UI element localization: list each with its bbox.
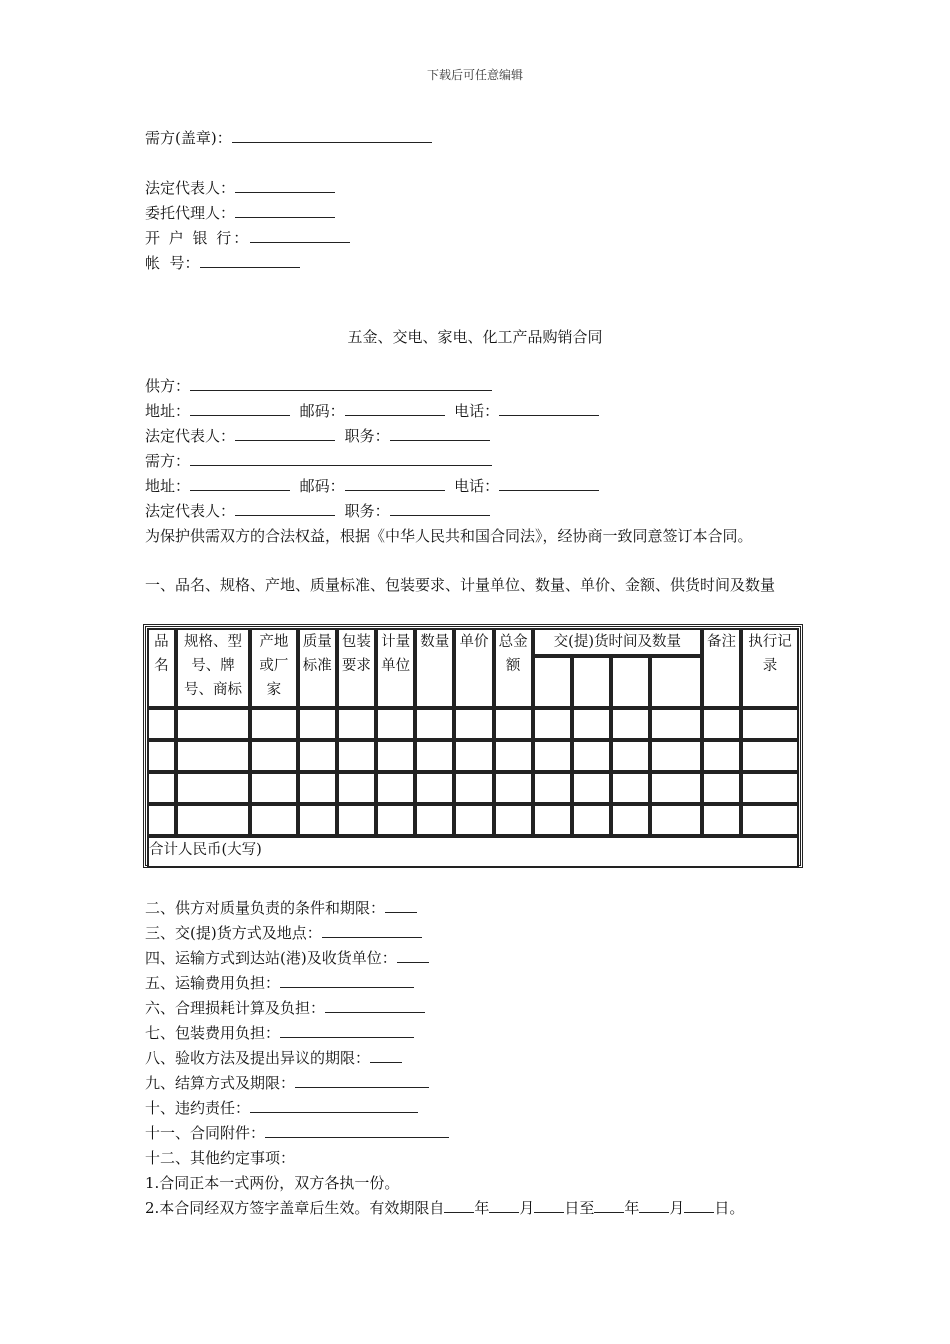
legal-rep-field[interactable] bbox=[235, 178, 335, 193]
buyer-label: 需方： bbox=[145, 452, 191, 470]
table-row bbox=[148, 805, 798, 835]
clause-label: 十一、合同附件： bbox=[145, 1124, 266, 1142]
table-cell[interactable] bbox=[742, 773, 798, 803]
clause-field[interactable] bbox=[295, 1073, 429, 1088]
col-header-delivery: 交(提)货时间及数量 bbox=[534, 629, 701, 655]
postcode-label: 邮码： bbox=[299, 402, 345, 420]
clause-field[interactable] bbox=[397, 948, 429, 963]
bank-label: 开 户 银 行： bbox=[145, 229, 251, 247]
table-cell[interactable] bbox=[534, 709, 571, 739]
delivery-subcell[interactable] bbox=[651, 657, 701, 707]
table-cell[interactable] bbox=[299, 741, 336, 771]
supplier-label: 供方： bbox=[145, 377, 191, 395]
year-label: 年 bbox=[624, 1199, 640, 1217]
col-header-packaging: 包装要求 bbox=[338, 629, 375, 707]
legal-rep-line bbox=[145, 178, 335, 198]
table-cell[interactable] bbox=[338, 741, 375, 771]
table-cell[interactable] bbox=[251, 805, 296, 835]
clause-label: 三、交(提)货方式及地点： bbox=[145, 924, 322, 942]
account-field[interactable] bbox=[200, 253, 300, 268]
table-cell[interactable] bbox=[742, 709, 798, 739]
clause-6 bbox=[145, 998, 425, 1018]
col-header-price: 单价 bbox=[455, 629, 492, 707]
agent-label: 委托代理人： bbox=[145, 204, 236, 222]
clause-8 bbox=[145, 1048, 402, 1068]
col-header-name: 品名 bbox=[148, 629, 175, 707]
legal-rep-label: 法定代表人： bbox=[145, 427, 236, 445]
table-cell[interactable] bbox=[338, 805, 375, 835]
table-cell[interactable] bbox=[338, 773, 375, 803]
clause-field[interactable] bbox=[322, 923, 422, 938]
agent-field[interactable] bbox=[235, 203, 335, 218]
table-cell[interactable] bbox=[148, 773, 175, 803]
clause-label: 六、合理损耗计算及负担： bbox=[145, 999, 326, 1017]
table-cell[interactable] bbox=[148, 805, 175, 835]
table-cell[interactable] bbox=[177, 773, 249, 803]
delivery-subcell[interactable] bbox=[534, 657, 571, 707]
clause-label: 二、供方对质量负责的条件和期限： bbox=[145, 899, 386, 917]
col-header-origin: 产地或厂家 bbox=[251, 629, 296, 707]
table-cell[interactable] bbox=[573, 773, 610, 803]
table-cell[interactable] bbox=[299, 773, 336, 803]
end-day-field[interactable] bbox=[684, 1198, 714, 1213]
total-label[interactable]: 合计人民币(大写) bbox=[148, 837, 798, 867]
clause-label: 九、结算方式及期限： bbox=[145, 1074, 296, 1092]
day-to-label: 日至 bbox=[564, 1199, 595, 1217]
table-cell[interactable] bbox=[534, 805, 571, 835]
table-cell[interactable] bbox=[455, 805, 492, 835]
col-header-record: 执行记录 bbox=[742, 629, 798, 707]
clause-11 bbox=[145, 1123, 449, 1143]
clause-field[interactable] bbox=[325, 998, 425, 1013]
table-cell[interactable] bbox=[148, 741, 175, 771]
table-cell[interactable] bbox=[377, 805, 414, 835]
table-cell[interactable] bbox=[495, 805, 532, 835]
table-cell[interactable] bbox=[416, 709, 453, 739]
phone-label: 电话： bbox=[454, 477, 500, 495]
account-label: 帐 号： bbox=[145, 254, 200, 272]
buyer-seal-label: 需方(盖章)： bbox=[145, 129, 232, 147]
table-cell[interactable] bbox=[377, 709, 414, 739]
clause-field[interactable] bbox=[265, 1123, 449, 1138]
delivery-subcell[interactable] bbox=[612, 657, 649, 707]
account-line bbox=[145, 253, 300, 273]
table-cell[interactable] bbox=[299, 805, 336, 835]
end-year-field[interactable] bbox=[594, 1198, 624, 1213]
bank-line bbox=[145, 228, 350, 248]
table-cell[interactable] bbox=[573, 709, 610, 739]
table-cell[interactable] bbox=[416, 805, 453, 835]
table-cell[interactable] bbox=[148, 709, 175, 739]
table-cell[interactable] bbox=[495, 741, 532, 771]
agent-line bbox=[145, 203, 335, 223]
end-month-field[interactable] bbox=[639, 1198, 669, 1213]
supplier-rep-line bbox=[145, 426, 490, 446]
clause-2 bbox=[145, 898, 417, 918]
preamble: 为保护供需双方的合法权益，根据《中华人民共和国合同法》，经协商一致同意签订本合同。 bbox=[145, 527, 753, 545]
table-cell[interactable] bbox=[177, 805, 249, 835]
clause-label: 十二、其他约定事项： bbox=[145, 1149, 296, 1167]
table-cell[interactable] bbox=[703, 773, 740, 803]
address-label: 地址： bbox=[145, 402, 191, 420]
other-term-2 bbox=[145, 1198, 744, 1218]
postcode-field[interactable] bbox=[345, 476, 445, 491]
table-cell[interactable] bbox=[455, 773, 492, 803]
table-cell[interactable] bbox=[495, 773, 532, 803]
table-cell[interactable] bbox=[416, 741, 453, 771]
clause-field[interactable] bbox=[280, 973, 414, 988]
delivery-subcell[interactable] bbox=[573, 657, 610, 707]
table-cell[interactable] bbox=[651, 773, 701, 803]
table-cell[interactable] bbox=[612, 709, 649, 739]
clause-field[interactable] bbox=[370, 1048, 402, 1063]
table-cell[interactable] bbox=[573, 741, 610, 771]
clause-label: 十、违约责任： bbox=[145, 1099, 251, 1117]
legal-rep-label: 法定代表人： bbox=[145, 179, 236, 197]
address-label: 地址： bbox=[145, 477, 191, 495]
year-label: 年 bbox=[474, 1199, 490, 1217]
bank-field[interactable] bbox=[250, 228, 350, 243]
supplier-field[interactable] bbox=[190, 376, 492, 391]
header-note: 下载后可任意编辑 bbox=[426, 68, 523, 82]
start-year-field[interactable] bbox=[444, 1198, 474, 1213]
clause-12 bbox=[145, 1148, 295, 1168]
table-cell[interactable] bbox=[377, 773, 414, 803]
clause-10 bbox=[145, 1098, 418, 1118]
buyer-rep-line bbox=[145, 501, 490, 521]
position-label: 职务： bbox=[344, 427, 390, 445]
table-row bbox=[148, 773, 798, 803]
table-cell[interactable] bbox=[416, 773, 453, 803]
table-cell[interactable] bbox=[703, 709, 740, 739]
buyer-seal-line bbox=[145, 128, 432, 148]
phone-field[interactable] bbox=[499, 401, 599, 416]
col-header-spec: 规格、型号、牌号、商标 bbox=[177, 629, 249, 707]
buyer-field[interactable] bbox=[190, 451, 492, 466]
table-cell[interactable] bbox=[703, 741, 740, 771]
table-cell[interactable] bbox=[299, 709, 336, 739]
clause-7 bbox=[145, 1023, 414, 1043]
table-cell[interactable] bbox=[251, 773, 296, 803]
table-row bbox=[148, 741, 798, 771]
table-cell[interactable] bbox=[742, 805, 798, 835]
other-term-1: 1.合同正本一式两份，双方各执一份。 bbox=[145, 1174, 400, 1192]
table-cell[interactable] bbox=[377, 741, 414, 771]
start-month-field[interactable] bbox=[489, 1198, 519, 1213]
supplier-address-line bbox=[145, 401, 599, 421]
table-row bbox=[148, 709, 798, 739]
table-cell[interactable] bbox=[177, 741, 249, 771]
table-cell[interactable] bbox=[742, 741, 798, 771]
table-cell[interactable] bbox=[534, 773, 571, 803]
table-cell[interactable] bbox=[651, 741, 701, 771]
address-field[interactable] bbox=[190, 476, 290, 491]
table-cell[interactable] bbox=[573, 805, 610, 835]
clause-label: 五、运输费用负担： bbox=[145, 974, 281, 992]
table-cell[interactable] bbox=[455, 709, 492, 739]
position-field[interactable] bbox=[390, 426, 490, 441]
position-field[interactable] bbox=[390, 501, 490, 516]
table-cell[interactable] bbox=[534, 741, 571, 771]
table-cell[interactable] bbox=[703, 805, 740, 835]
clause-4 bbox=[145, 948, 429, 968]
clause-5 bbox=[145, 973, 414, 993]
month-label: 月 bbox=[669, 1199, 685, 1217]
clause-field[interactable] bbox=[250, 1098, 418, 1113]
supplier-line bbox=[145, 376, 492, 396]
table-cell[interactable] bbox=[612, 741, 649, 771]
table-cell[interactable] bbox=[251, 741, 296, 771]
clause-label: 八、验收方法及提出异议的期限： bbox=[145, 1049, 371, 1067]
buyer-line bbox=[145, 451, 492, 471]
table-cell[interactable] bbox=[338, 709, 375, 739]
clause-9 bbox=[145, 1073, 429, 1093]
buyer-address-line bbox=[145, 476, 599, 496]
clause-1: 一、品名、规格、产地、质量标准、包装要求、计量单位、数量、单价、金额、供货时间及数量 bbox=[145, 576, 776, 594]
legal-rep-field[interactable] bbox=[235, 426, 335, 441]
legal-rep-field[interactable] bbox=[235, 501, 335, 516]
month-label: 月 bbox=[519, 1199, 535, 1217]
table-cell[interactable] bbox=[651, 805, 701, 835]
day-end-label: 日。 bbox=[714, 1199, 745, 1217]
legal-rep-label: 法定代表人： bbox=[145, 502, 236, 520]
col-header-total: 总金额 bbox=[495, 629, 532, 707]
clause-label: 七、包装费用负担： bbox=[145, 1024, 281, 1042]
buyer-seal-field[interactable] bbox=[232, 128, 432, 143]
term-2-prefix: 2.本合同经双方签字盖章后生效。有效期限自 bbox=[145, 1199, 445, 1217]
start-day-field[interactable] bbox=[534, 1198, 564, 1213]
table-cell[interactable] bbox=[612, 805, 649, 835]
table-cell[interactable] bbox=[651, 709, 701, 739]
table-cell[interactable] bbox=[177, 709, 249, 739]
table-cell[interactable] bbox=[251, 709, 296, 739]
product-table bbox=[143, 624, 803, 868]
phone-field[interactable] bbox=[499, 476, 599, 491]
table-cell[interactable] bbox=[612, 773, 649, 803]
position-label: 职务： bbox=[344, 502, 390, 520]
postcode-field[interactable] bbox=[345, 401, 445, 416]
phone-label: 电话： bbox=[454, 402, 500, 420]
col-header-quantity: 数量 bbox=[416, 629, 453, 707]
col-header-quality: 质量标准 bbox=[299, 629, 336, 707]
table-cell[interactable] bbox=[495, 709, 532, 739]
postcode-label: 邮码： bbox=[299, 477, 345, 495]
total-row bbox=[148, 837, 798, 867]
table-cell[interactable] bbox=[455, 741, 492, 771]
col-header-remarks: 备注 bbox=[703, 629, 740, 707]
clause-label: 四、运输方式到达站(港)及收货单位： bbox=[145, 949, 397, 967]
address-field[interactable] bbox=[190, 401, 290, 416]
col-header-unit: 计量单位 bbox=[377, 629, 414, 707]
clause-field[interactable] bbox=[280, 1023, 414, 1038]
page-title: 五金、交电、家电、化工产品购销合同 bbox=[347, 328, 603, 346]
clause-field[interactable] bbox=[385, 898, 417, 913]
clause-3 bbox=[145, 923, 422, 943]
